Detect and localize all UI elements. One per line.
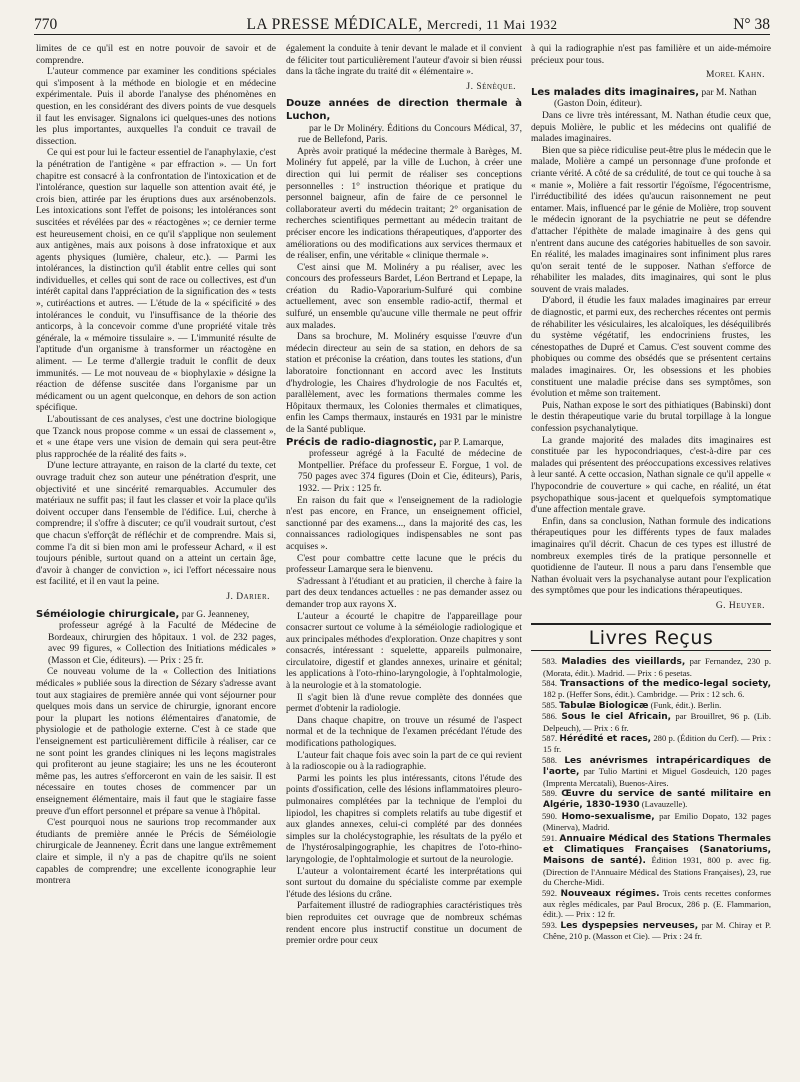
paragraph: L'auteur fait chaque fois avec soin la part de ce qui revient à la radioscopie ou à la radiographie.: [286, 750, 522, 773]
paragraph: Enfin, dans sa conclusion, Nathan formule des indications thérapeutiques pour les différents types de faux malades imaginaires qu'il décrit. Chacun de ces types est illustré de nombreux exemples tirés de la pratique personnelle et quotidienne de l'auteur. Il nous a paru dans l'ensemble que Nathan évoluait vers la psychanalyse autant pour l'explication des symptômes que pour les indications thérapeutiques.: [531, 516, 771, 597]
paragraph: L'auteur a écourté le chapitre de l'appareillage pour consacrer surtout ce volume à la séméiologie radiologique et aux principales méthodes d'exploration. Onze chapitres y sont consacrés, intéressant : squelette, appareils pulmonaire, circulatoire, digestif et glandes annexes, urinaire et génital; les applications à l'oto-rhino-laryngologie, à l'ophtalmologie, à la neurologie et à la stomatologie.: [286, 611, 522, 692]
paragraph: La grande majorité des malades dits imaginaires est constituée par les hypocondriaques, c'est-à-dire par ces malades qui présentent des préoccupations excessives relatives à leur santé. A cette occasion, Nathan signale ce qu'il appelle « l'hypocondrie de couverture » qui cache, en réalité, un état psychopathique sous-jacent et quelquefois symptomatique d'une affection mentale grave.: [531, 435, 771, 516]
paragraph: C'est pour combattre cette lacune que le précis du professeur Lamarque sera le bienvenu.: [286, 553, 522, 576]
review-heading: [531, 87, 771, 100]
book-details: par Fernandez, 230 p. (Morata, édit.). Madrid. — Prix : 6 pesetas.: [543, 656, 771, 678]
paragraph: Parmi les points les plus intéressants, citons l'étude des points d'ossification, celle des lésions inflammatoires pleuro-pulmonaires complétées par la technique de l'emploi du lipiodol, les chapitres si complets relatifs au tube digestif et aux glandes annexes, celui-ci complété par des données simples sur la cholécystographie, les résultats de la pyélo et de l'hystérosalpingographie, les chapitres de l'oto-rhino-laryngologie, de l'ophtalmologie et surtout de la neurologie.: [286, 773, 522, 865]
review-title: Précis de radio-diagnostic,: [286, 436, 437, 448]
book-entry: [531, 888, 771, 920]
book-details: 182 p. (Heffer Sons, édit.). Cambridge. — Prix : 12 sch. 6.: [543, 689, 745, 700]
paragraph: Ce nouveau volume de la « Collection des Initiations médicales » publiée sous la direction de Sézary s'adresse avant tout aux stagiaires de première année qui vont séjourner pour quelques mois dans un service de chirurgie, ignorant encore pour la plupart les notions élémentaires d'anatomie, de physiologie et de pathologie externe. C'est à ce stade que l'enseignement est particulièrement difficile à réaliser, car ce ne sont point les grandes cliniques ni les leçons magistrales qui profiteront au jeune stagiaire; les uns ne les écouteront même pas, les autres s'efforceront en vain de les saisir. Il est nécessaire en toutes choses de commencer par un enseignement élémentaire, mais il faut que le stagiaire fasse preuve d'un effort personnel et prépare sa venue à l'hôpital.: [36, 667, 276, 817]
review-details: professeur agrégé à la Faculté de Médecine de Bordeaux, chirurgien des hôpitaux. 1 vol. de 232 pages, avec 99 figures, « Collection des Initiations médicales » (Masson et Cie, éditeurs). — Prix : 25 fr.: [48, 621, 276, 666]
issue-date: Mercredi, 11 Mai 1932: [426, 17, 558, 32]
paragraph: Parfaitement illustré de radiographies caractéristiques très bien reproduites cet ouvrage que de nombreux schémas rendent encore plus instructif constitue un document de premier ordre pour ceux: [286, 901, 522, 947]
issue-number: N° 38: [733, 16, 770, 33]
paragraph: L'auteur commence par examiner les conditions spéciales qui s'imposent à la méthode en biologie et en médecine expérimentale. Puis il aborde l'analyse des phénomènes en question, en les considérant des divers points de vue desquels il faut les envisager. Signalons ici quelques-unes des notions les plus importantes, auxquelles l'a conduit ce travail de dissection.: [36, 67, 276, 147]
book-title: Sous le ciel Africain,: [561, 712, 672, 723]
column-3: [531, 44, 771, 1078]
author-signature: J. Sénèque.: [466, 81, 516, 92]
book-details: 280 p. (Édition du Cerf). — Prix : 15 fr.: [543, 732, 771, 755]
review-heading: [286, 98, 522, 123]
book-title: Transactions of the medico-legal society,: [560, 678, 771, 689]
review-details: (Gaston Doin, éditeur).: [554, 99, 643, 110]
author-signature: J. Darier.: [226, 591, 270, 602]
book-number: 592.: [542, 887, 558, 898]
book-number: 589.: [542, 787, 558, 798]
paragraph: également la conduite à tenir devant le malade et il convient de féliciter tout particulièrement l'auteur d'avoir si bien réussi dans la tâche ingrate du traité dit « élémentaire ».: [286, 44, 522, 78]
author-signature: G. Heuyer.: [715, 600, 765, 611]
paragraph: à qui la radiographie n'est pas familière et un aide-mémoire précieux pour tous.: [531, 44, 771, 66]
book-details: (Lavauzelle).: [641, 799, 688, 810]
book-title: Œuvre du service de santé militaire en Algérie, 1830-1930: [543, 788, 771, 811]
book-number: 585.: [542, 699, 558, 710]
paragraph: Puis, Nathan expose le sort des pithiatiques (Babinski) dont le destin thérapeutique varie du brutal torpillage à la longue confession psychanalytique.: [531, 400, 771, 434]
paragraph: Bien que sa pièce ridiculise peut-être plus le médecin que le malade, Molière a campé un personnage d'une profonde et criante vérité. A côté de sa crédulité, de tout ce qui touche à sa « manie », Molière a fait ressortir l'égoïsme, l'égocentrisme, l'irréductibilité des idées qu'aucun raisonnement ne peut entamer. Mais, influencé par le génie de Molière, trop souvent le médecin ignorant de la psychiatrie ne peut se défendre d'attacher l'épithète de malade imaginaire à des gens qui n'entrent dans aucune des catégories habituelles de son savoir. En réalité, les malades imaginaires sont infiniment plus rares qu'on serait tenté de le supposer. Nathan s'efforce de réhabiliter les malades, dits imaginaires, qui sont le plus souvent de vrais malades.: [531, 145, 771, 295]
book-number: 588.: [542, 754, 558, 765]
book-entry: [531, 656, 771, 678]
paragraph: D'abord, il étudie les faux malades imaginaires par erreur de diagnostic, et parmi eux, des recherches récentes ont permis de réhabiliter les vésiculaires, les alcaloïques, les déséquilibrés du système végétatif, les endocriniens frustes, les cénestopathes de Dupré et Camus. C'est souvent comme des phobiques ou comme des obsédés que se présentent certains malades imaginaires. Or, les obsessions et les phobies constituent une maladie précise dans ses symptômes, son évolution et même son traitement.: [531, 296, 771, 400]
book-entry: [531, 678, 771, 700]
paragraph: L'auteur a volontairement écarté les interprétations qui sont surtout du domaine du spécialiste comme par exemple l'étude des lésions du crâne.: [286, 866, 522, 900]
book-title: Homo-sexualisme,: [561, 811, 655, 822]
book-number: 583.: [542, 656, 558, 667]
book-entry: [531, 700, 771, 711]
book-number: 591.: [542, 832, 558, 843]
paragraph: En raison du fait que « l'enseignement de la radiologie n'est pas encore, en France, un enseignement officiel, sanctionné par des examens..., dans la majorité des cas, les connaissances radiologiques indispensables ne sont pas acquises ».: [286, 495, 522, 552]
review-heading: [36, 609, 276, 622]
book-entry: [531, 755, 771, 788]
book-title: Annuaire Médical des Stations Thermales et Climatiques Françaises (Sanatoriums, Maisons de santé).: [543, 833, 771, 867]
book-entry: [531, 711, 771, 733]
book-details: Édition 1931, 800 p. avec fig. (Direction de l'Annuaire Médical des Stations Françaises), 23, rue du Cherche-Midi.: [543, 855, 771, 888]
review-author: par G. Jeanneney,: [181, 609, 250, 620]
review-title: Les malades dits imaginaires,: [531, 86, 700, 98]
paragraph: D'une lecture attrayante, en raison de la clarté du texte, cet ouvrage traduit chez son auteur une pénétration d'esprit, une objectivité et une sincérité remarquables. Accumuler des matériaux ne suffit pas; il faut les classer et voir la place qu'ils doivent occuper dans l'ensemble de l'édifice. Lui, cherche à comprendre; il s'offre à discuter; ce qu'il voudrait surtout, c'est que chacun s'efforçât de réfléchir et de comprendre. Mais si, comme l'a dit si bien mon ami le professeur Achard, « il est toujours pénible, surtout quand on a atteint un certain âge, d'avoir à changer de conviction », ici l'effort nécessaire nous est facilité, et il en vaut la peine.: [36, 461, 276, 588]
paragraph: C'est ainsi que M. Molinéry a pu réaliser, avec les concours des professeurs Bardet, Léon Bertrand et Lepape, la création du Radio-Vaporarium-Sulfuré qui combine actuellement, avec son ensemble radio-actif, thermal et sulfuré, un ensemble qu'aucune ville thermale ne peut offrir aux malades.: [286, 262, 522, 331]
book-details: Trois cents recettes conformes aux règles médicales, par Paul Brocux, 286 p. (E. Flammarion, édit.). — Prix : 12 fr.: [543, 887, 771, 920]
book-entry: [531, 811, 771, 833]
book-entry: [531, 733, 771, 755]
author-signature: Morel Kahn.: [706, 70, 765, 81]
book-title: Maladies des vieillards,: [561, 657, 686, 668]
paragraph: Dans ce livre très intéressant, M. Nathan étudie ceux que, depuis Molière, le public et les médecins ont qualifié de malades imaginaires.: [531, 110, 771, 145]
book-number: 586.: [542, 711, 558, 722]
book-details: par Brouillret, 96 p. (Lib. Delpeuch), — Prix : 6 fr.: [543, 711, 771, 733]
books-received-heading: Livres Reçus: [531, 623, 771, 652]
paragraph: Il s'agit bien là d'une revue complète des données que permet d'obtenir la radiologie.: [286, 692, 522, 715]
review-details: professeur agrégé à la Faculté de médecine de Montpellier. Préface du professeur E. Forgue, 1 vol. de 750 pages avec 374 figures (Doin et Cie, éditeurs), Paris, 1932. — Prix : 125 fr.: [298, 449, 522, 494]
book-details: par M. Chiray et P. Chêne, 210 p. (Masson et Cie). — Prix : 24 fr.: [543, 919, 771, 942]
journal-title: [34, 16, 770, 34]
paragraph: Ce qui est pour lui le facteur essentiel de l'anaphylaxie, c'est la pénétration de l'antigène « par effraction ». — Un fort chapitre est consacré à la confrontation de l'intoxication et de l'intolérance, question sur laquelle son attention avait été, je crois bien, attirée par les éruptions dues aux arsénobenzols. Les intoxications sont l'effet de poisons; les intolérances sont suscitées et révélées par des « réactogènes »; ce dernier terme est heureusement choisi, en ce qu'il s'applique non seulement aux antigènes, mais aux poisons à dose infratoxique et aux agents physiques (lumière, chaleur, etc.). — Parmi les intolérances, la distinction qu'il établit entre celles qui sont individuelles, et celles qui sont de race ou collectives, est d'un intérêt capital dans l'appréciation de la signification des « tests », cutiréactions et autres. — L'étude de la « spécificité » des intolérances le conduit, vu l'insuffisance de la théorie des anticorps, à la concevoir comme d'une propriété vitale très générale, la « mémoire tissulaire ». — L'immunité résulte de l'aptitude d'un organisme à transformer un réactogène en aliment. — Le terme d'allergie traduit le conflit de deux immunités. — Le mot nouveau de « biophylaxie » désigne la réaction de défense suscitée dans l'organisme par un médicament ou un agent quelconque, en dehors de son action spécifique.: [36, 148, 276, 414]
review-author: par M. Nathan: [701, 87, 757, 98]
review-details: par le Dr Molinéry. Éditions du Concours Médical, 37, rue de Bellefond, Paris.: [298, 123, 522, 146]
book-title: Les anévrismes intrapéricardiques de l'aorte,: [543, 755, 771, 778]
paragraph: Dans chaque chapitre, on trouve un résumé de l'aspect normal et de la technique de l'examen précédant l'étude des modifications pathologiques.: [286, 715, 522, 750]
paragraph: limites de ce qu'il est en notre pouvoir de savoir et de comprendre.: [36, 44, 276, 66]
book-title: Tabulæ Biologicæ: [559, 700, 649, 711]
book-title: Les dyspepsies nerveuses,: [560, 920, 699, 931]
book-number: 584.: [542, 677, 558, 688]
book-title: Hérédité et races,: [559, 733, 652, 744]
paragraph: Après avoir pratiqué la médecine thermale à Barèges, M. Molinéry fut appelé, par la ville de Luchon, à créer une direction qui lui permit de réaliser ses conceptions personnelles : 1° instruction théorique et pratique du personnel baigneur, afin de faire de ce personnel le collaborateur averti du médecin traitant; 2° organisation de recherches scientifiques permettant au médecin traitant de préciser encore les indications thérapeutiques, d'apporter des améliorations ou des modifications aux services thermaux et de réaliser, enfin, une véritable « clinique thermale ».: [286, 146, 522, 262]
book-title: Nouveaux régimes.: [560, 888, 660, 899]
book-entry: [531, 920, 771, 942]
paragraph: S'adressant à l'étudiant et au praticien, il cherche à faire la part des deux tendances actuelles : ne pas demander assez ou demander trop aux rayons X.: [286, 576, 522, 610]
book-details: (Funk, édit.). Berlin.: [650, 699, 722, 710]
paragraph: L'aboutissant de ces analyses, c'est une doctrine biologique que Tzanck nous propose comme « un essai de classement », et « une étape vers une vision de demain qui sera peut-être plus rapprochée de la réalité des faits ».: [36, 415, 276, 460]
book-number: 593.: [542, 919, 558, 930]
paragraph: C'est pourquoi nous ne saurions trop recommander aux étudiants de première année le Précis de Séméiologie chirurgicale de Jeanneney. Écrit dans une langue extrêmement claire et simple, il n'y a pas de chapitre qu'ils ne soient capables de comprendre; une excellente iconographie leur montrera: [36, 818, 276, 887]
page-number: 770: [34, 16, 58, 33]
page-header: [34, 6, 770, 35]
review-title: Douze années de direction thermale à Luchon,: [286, 98, 522, 122]
column-2: [286, 44, 522, 1078]
review-title: Séméiologie chirurgicale,: [36, 608, 180, 620]
journal-name: LA PRESSE MÉDICALE,: [246, 16, 423, 33]
book-details: par Tulio Martini et Miguel Gosdeuich, 120 pages (Imprenta Mercatali), Buenos-Aires.: [543, 766, 771, 788]
column-1: [36, 44, 276, 1078]
book-entry: [531, 788, 771, 811]
paragraph: Dans sa brochure, M. Molinéry esquisse l'œuvre d'un médecin directeur au sein de sa station, en dehors de sa station et préconise la création, dans toutes les stations, d'un laboratoire fonctionnant en accord avec les Instituts d'hydrologie, les Chaires d'hydrologie de nos Facultés et, parallèlement, avec les formations thermales comme les Hôpitaux thermaux, les Colonies thermales et climatiques, enfin les Camps thermaux, instaurés en 1931 par le ministre de la Santé publique.: [286, 332, 522, 435]
book-number: 587.: [542, 732, 558, 743]
books-received-list: [531, 656, 771, 942]
book-entry: [531, 833, 771, 888]
book-details: par Emilio Dopato, 132 pages (Minerva), Madrid.: [543, 810, 771, 833]
review-heading: [286, 437, 522, 450]
book-number: 590.: [542, 810, 558, 821]
review-author: par P. Lamarque,: [439, 437, 504, 448]
